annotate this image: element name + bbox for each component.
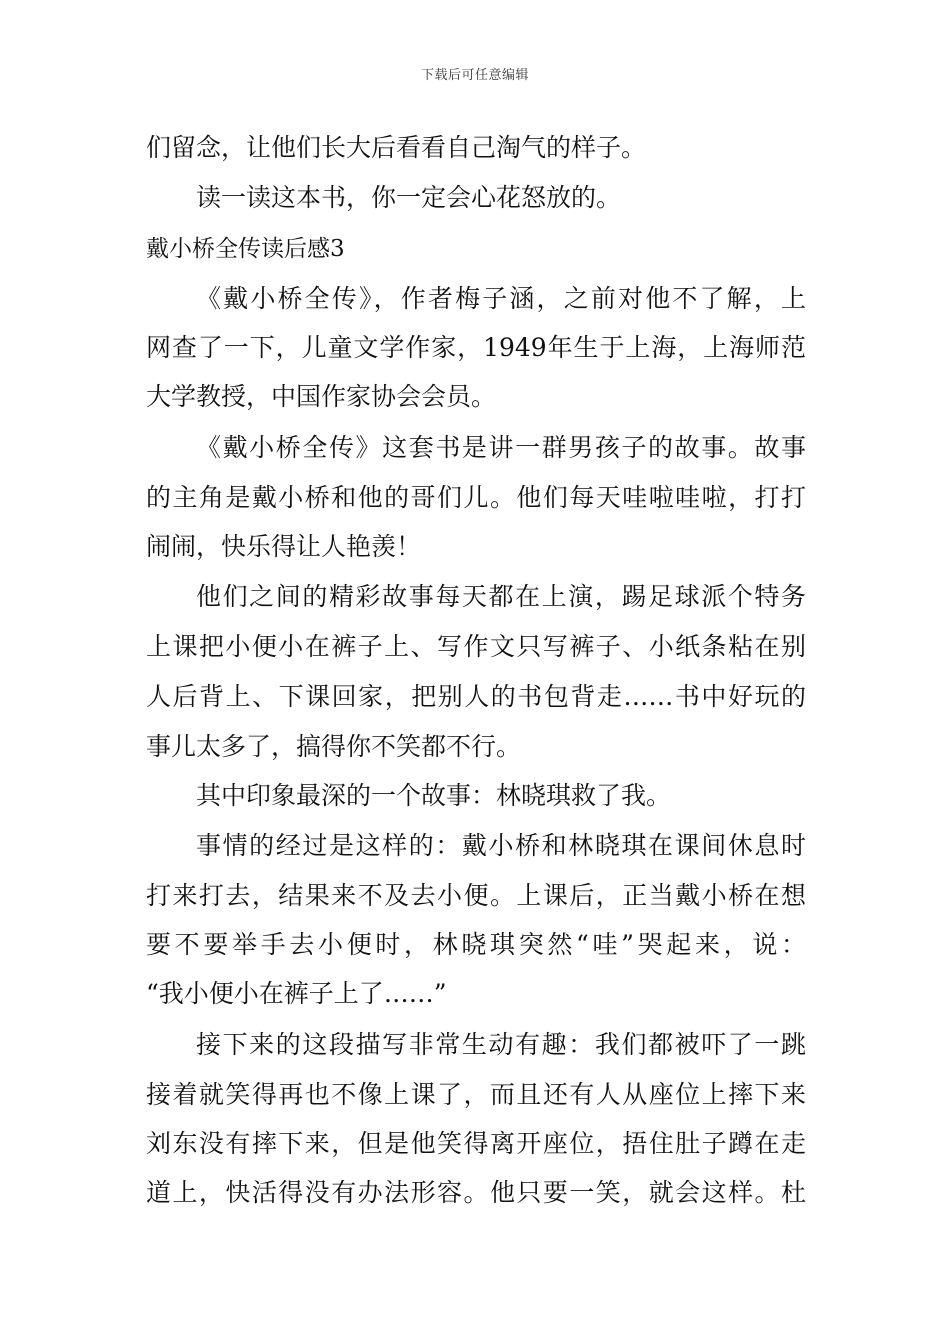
text-line: 《戴小桥全传》这套书是讲一群男孩子的故事。故事 — [196, 433, 806, 462]
text-line: 他们之间的精彩故事每天都在上演，踢足球派个特务 — [196, 582, 806, 611]
text-line: 人后背上、下课回家，把别人的书包背走……书中好玩的 — [146, 682, 806, 711]
text-line: 《戴小桥全传》，作者梅子涵，之前对他不了解，上 — [196, 284, 806, 313]
page-header: 下载后可任意编辑 — [420, 68, 529, 83]
text-line: 大学教授，中国作家协会会员。 — [146, 382, 497, 411]
text-line: 接着就笑得再也不像上课了，而且还有人从座位上摔下来 — [146, 1080, 806, 1109]
text-line: 闹闹，快乐得让人艳羡！ — [146, 532, 422, 561]
text-line: 的主角是戴小桥和他的哥们儿。他们每天哇啦哇啦，打打 — [146, 483, 806, 512]
text-line: 打来打去，结果来不及去小便。上课后，正当戴小桥在想 — [146, 881, 806, 910]
text-line: 事儿太多了，搞得你不笑都不行。 — [146, 732, 522, 761]
text-line: 读一读这本书，你一定会心花怒放的。 — [196, 183, 622, 212]
text-line: 道上，快活得没有办法形容。他只要一笑，就会这样。杜 — [146, 1178, 806, 1207]
text-line: 事情的经过是这样的：戴小桥和林晓琪在课间休息时 — [196, 831, 806, 860]
text-line: 们留念，让他们长大后看看自己淘气的样子。 — [146, 133, 647, 162]
text-line: 要不要举手去小便时，林晓琪突然“哇”哭起来，说： — [146, 930, 806, 959]
section-title: 戴小桥全传读后感3 — [146, 236, 345, 262]
text-line: 接下来的这段描写非常生动有趣：我们都被吓了一跳 — [196, 1030, 806, 1059]
text-line: 其中印象最深的一个故事：林晓琪救了我。 — [196, 781, 672, 810]
text-line: 上课把小便小在裤子上、写作文只写裤子、小纸条粘在别 — [146, 632, 806, 661]
text-line: “我小便小在裤子上了……” — [146, 979, 447, 1008]
text-line: 网查了一下，儿童文学作家，1949年生于上海，上海师范 — [146, 333, 806, 362]
text-line: 刘东没有摔下来，但是他笑得离开座位，捂住肚子蹲在走 — [146, 1129, 806, 1158]
